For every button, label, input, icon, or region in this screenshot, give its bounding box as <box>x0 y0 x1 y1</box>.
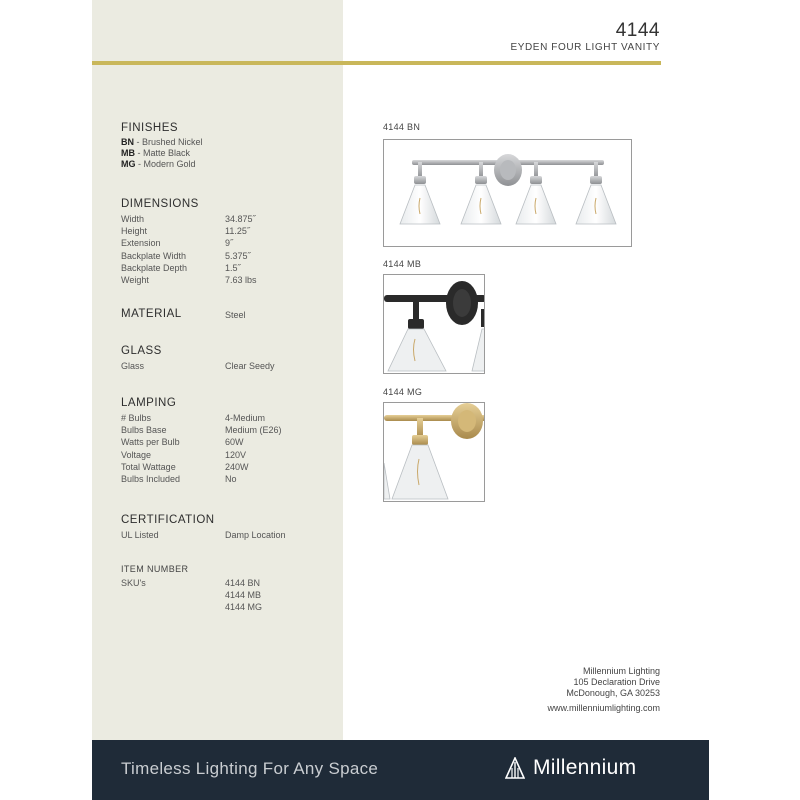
sku-value: 4144 MG <box>225 602 263 613</box>
spec-key: Watts per Bulb <box>121 437 180 448</box>
spec-value: 7.63 lbs <box>225 275 257 286</box>
spec-key: Extension <box>121 238 161 249</box>
spec-row <box>121 262 341 274</box>
finish-code: MB <box>121 148 135 158</box>
product-image-brushed-nickel <box>383 139 632 247</box>
spec-key: SKU's <box>121 578 146 588</box>
dimensions-heading: DIMENSIONS <box>121 198 199 210</box>
spec-key: Backplate Width <box>121 250 187 261</box>
finishes-heading: FINISHES <box>121 122 179 134</box>
product-image-modern-gold <box>383 402 485 502</box>
image-label-bn: 4144 BN <box>383 122 421 132</box>
spec-key: Total Wattage <box>121 461 176 472</box>
spec-value: 1.5˝ <box>225 262 241 273</box>
spec-row <box>121 449 341 461</box>
finish-name: - Brushed Nickel <box>134 137 203 147</box>
spec-row <box>121 225 341 237</box>
footer-tagline: Timeless Lighting For Any Space <box>121 759 379 778</box>
spec-row <box>121 237 341 249</box>
item-number-heading: ITEM NUMBER <box>121 564 189 574</box>
spec-row <box>121 601 341 613</box>
brand-name: Millennium <box>533 756 637 779</box>
vanity-light-illustration <box>384 140 632 247</box>
gold-divider <box>92 61 661 65</box>
finish-name: - Modern Gold <box>135 159 196 169</box>
model-number: 4144 <box>615 20 660 41</box>
spec-key: Bulbs Included <box>121 474 181 485</box>
finishes-list <box>121 137 341 170</box>
spec-row <box>121 473 341 485</box>
spec-value: 60W <box>225 437 244 448</box>
spec-key: # Bulbs <box>121 413 152 423</box>
company-city: McDonough, GA 30253 <box>566 688 660 698</box>
spec-row <box>121 250 341 262</box>
vanity-light-closeup <box>384 275 485 374</box>
lamping-table <box>121 412 341 485</box>
spec-row <box>121 589 341 601</box>
company-website-link[interactable]: www.millenniumlighting.com <box>547 703 660 713</box>
spec-key: Weight <box>121 275 149 286</box>
spec-key: Voltage <box>121 449 152 460</box>
glass-heading: GLASS <box>121 345 162 357</box>
vanity-light-closeup <box>384 403 485 502</box>
footer-brand <box>505 756 636 780</box>
sku-value: 4144 BN <box>225 578 261 588</box>
spec-value: 240W <box>225 461 249 472</box>
material-row <box>121 309 341 321</box>
spec-value: Damp Location <box>225 530 286 540</box>
sku-table <box>121 577 341 614</box>
spec-value: 9˝ <box>225 238 234 249</box>
spec-key: Glass <box>121 361 145 371</box>
spec-key: Bulbs Base <box>121 425 167 436</box>
spec-value: 34.875˝ <box>225 214 256 224</box>
company-address <box>566 666 660 699</box>
spec-value: 120V <box>225 449 247 460</box>
spec-value: 4-Medium <box>225 413 266 423</box>
finish-code: MG <box>121 159 136 169</box>
spec-key: Backplate Depth <box>121 262 188 273</box>
image-label-mb: 4144 MB <box>383 259 422 269</box>
spec-value: Clear Seedy <box>225 361 275 371</box>
company-street: 105 Declaration Drive <box>573 677 660 687</box>
spec-row <box>121 577 341 589</box>
spec-value: Medium (E26) <box>225 425 282 436</box>
spec-key: Width <box>121 214 145 224</box>
glass-table <box>121 360 341 372</box>
product-name: EYDEN FOUR LIGHT VANITY <box>510 42 660 53</box>
spec-row <box>121 213 341 225</box>
finish-name: - Matte Black <box>135 148 191 158</box>
spec-value: 11.25˝ <box>225 226 250 237</box>
finish-item <box>121 148 341 159</box>
spec-row <box>121 309 341 321</box>
lamping-heading: LAMPING <box>121 397 177 409</box>
spec-row <box>121 412 341 424</box>
spec-row <box>121 461 341 473</box>
spec-row <box>121 529 341 541</box>
certification-heading: CERTIFICATION <box>121 514 215 526</box>
product-image-matte-black <box>383 274 485 374</box>
spec-value: 5.375˝ <box>225 250 251 261</box>
spec-value: No <box>225 474 237 485</box>
spec-key: UL Listed <box>121 530 159 540</box>
finish-item <box>121 137 341 148</box>
company-name: Millennium Lighting <box>582 666 660 676</box>
material-value: Steel <box>225 310 246 320</box>
millennium-logo-icon <box>505 757 525 779</box>
dimensions-table <box>121 213 341 286</box>
spec-key: Height <box>121 226 148 237</box>
spec-row <box>121 360 341 372</box>
spec-row <box>121 274 341 286</box>
spec-row <box>121 424 341 436</box>
image-label-mg: 4144 MG <box>383 387 423 397</box>
certification-table <box>121 529 341 541</box>
material-heading: MATERIAL <box>121 308 182 320</box>
spec-row <box>121 436 341 448</box>
finish-item <box>121 159 341 170</box>
finish-code: BN <box>121 137 134 147</box>
sku-value: 4144 MB <box>225 590 262 601</box>
